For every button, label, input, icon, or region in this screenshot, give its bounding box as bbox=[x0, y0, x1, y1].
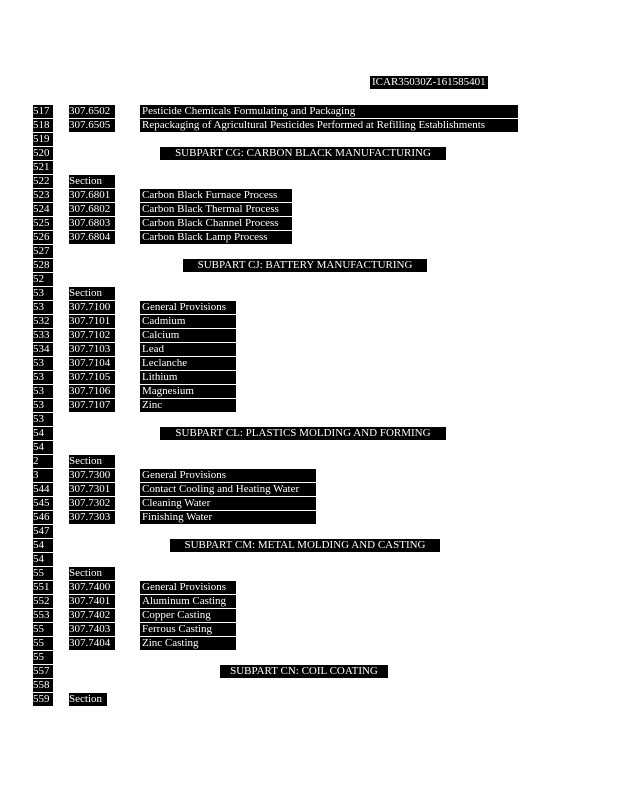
section-title: Leclanche bbox=[140, 357, 236, 370]
subpart-heading: SUBPART CL: PLASTICS MOLDING AND FORMING bbox=[160, 427, 446, 440]
section-title: Carbon Black Lamp Process bbox=[140, 231, 292, 244]
section-title: Pesticide Chemicals Formulating and Packaging bbox=[140, 105, 518, 118]
line-number: 522 bbox=[33, 175, 53, 188]
section-number: 307.7107 bbox=[69, 399, 115, 412]
line-number: 518 bbox=[33, 119, 53, 132]
section-column-header: Section bbox=[69, 455, 115, 468]
section-column-header: Section bbox=[69, 287, 115, 300]
section-number: 307.7302 bbox=[69, 497, 115, 510]
section-number: 307.6803 bbox=[69, 217, 115, 230]
section-title: Contact Cooling and Heating Water bbox=[140, 483, 316, 496]
section-number: 307.7106 bbox=[69, 385, 115, 398]
section-title: Carbon Black Channel Process bbox=[140, 217, 292, 230]
section-number: 307.7400 bbox=[69, 581, 115, 594]
line-number: 54 bbox=[33, 553, 53, 566]
section-number: 307.7401 bbox=[69, 595, 115, 608]
section-title: Finishing Water bbox=[140, 511, 316, 524]
line-number: 53 bbox=[33, 371, 53, 384]
line-number: 520 bbox=[33, 147, 53, 160]
line-number: 519 bbox=[33, 133, 53, 146]
section-title: Ferrous Casting bbox=[140, 623, 236, 636]
section-title: General Provisions bbox=[140, 301, 236, 314]
line-number: 532 bbox=[33, 315, 53, 328]
line-number: 525 bbox=[33, 217, 53, 230]
line-number: 54 bbox=[33, 539, 53, 552]
line-number: 54 bbox=[33, 427, 53, 440]
section-number: 307.6502 bbox=[69, 105, 115, 118]
section-number: 307.7301 bbox=[69, 483, 115, 496]
section-number: 307.7103 bbox=[69, 343, 115, 356]
line-number: 559 bbox=[33, 693, 53, 706]
subpart-heading: SUBPART CJ: BATTERY MANUFACTURING bbox=[183, 259, 427, 272]
line-number: 517 bbox=[33, 105, 53, 118]
line-number: 553 bbox=[33, 609, 53, 622]
line-number: 552 bbox=[33, 595, 53, 608]
section-title: Carbon Black Thermal Process bbox=[140, 203, 292, 216]
section-column-header: Section bbox=[69, 693, 107, 706]
section-title: Cleaning Water bbox=[140, 497, 316, 510]
line-number: 546 bbox=[33, 511, 53, 524]
line-number: 521 bbox=[33, 161, 53, 174]
line-number: 55 bbox=[33, 651, 53, 664]
section-title: Lead bbox=[140, 343, 236, 356]
section-title: Zinc bbox=[140, 399, 236, 412]
section-title: General Provisions bbox=[140, 469, 316, 482]
section-number: 307.7104 bbox=[69, 357, 115, 370]
line-number: 55 bbox=[33, 637, 53, 650]
section-title: Magnesium bbox=[140, 385, 236, 398]
document-id: ICAR35030Z-161585401 bbox=[372, 76, 486, 88]
line-number: 53 bbox=[33, 399, 53, 412]
section-number: 307.7105 bbox=[69, 371, 115, 384]
line-number: 53 bbox=[33, 287, 53, 300]
section-number: 307.7300 bbox=[69, 469, 115, 482]
line-number: 55 bbox=[33, 567, 53, 580]
line-number: 53 bbox=[33, 385, 53, 398]
section-number: 307.7303 bbox=[69, 511, 115, 524]
line-number: 551 bbox=[33, 581, 53, 594]
line-number: 2 bbox=[33, 455, 53, 468]
section-number: 307.6801 bbox=[69, 189, 115, 202]
line-number: 527 bbox=[33, 245, 53, 258]
section-title: Repackaging of Agricultural Pesticides Performed at Refilling Establishments bbox=[140, 119, 518, 132]
line-number: 558 bbox=[33, 679, 53, 692]
line-number: 53 bbox=[33, 357, 53, 370]
section-column-header: Section bbox=[69, 175, 115, 188]
line-number: 544 bbox=[33, 483, 53, 496]
line-number: 3 bbox=[33, 469, 53, 482]
line-number: 534 bbox=[33, 343, 53, 356]
section-title: Calcium bbox=[140, 329, 236, 342]
line-number: 53 bbox=[33, 301, 53, 314]
line-number: 523 bbox=[33, 189, 53, 202]
section-number: 307.7101 bbox=[69, 315, 115, 328]
line-number: 54 bbox=[33, 441, 53, 454]
section-number: 307.6802 bbox=[69, 203, 115, 216]
line-number: 547 bbox=[33, 525, 53, 538]
line-number: 528 bbox=[33, 259, 53, 272]
section-number: 307.7404 bbox=[69, 637, 115, 650]
section-column-header: Section bbox=[69, 567, 115, 580]
line-number: 524 bbox=[33, 203, 53, 216]
section-number: 307.7102 bbox=[69, 329, 115, 342]
subpart-heading: SUBPART CG: CARBON BLACK MANUFACTURING bbox=[160, 147, 446, 160]
section-number: 307.6804 bbox=[69, 231, 115, 244]
section-title: Lithium bbox=[140, 371, 236, 384]
line-number: 557 bbox=[33, 665, 53, 678]
section-number: 307.7403 bbox=[69, 623, 115, 636]
line-number: 533 bbox=[33, 329, 53, 342]
section-title: Cadmium bbox=[140, 315, 236, 328]
section-number: 307.6505 bbox=[69, 119, 115, 132]
section-title: Zinc Casting bbox=[140, 637, 236, 650]
line-number: 53 bbox=[33, 413, 53, 426]
subpart-heading: SUBPART CM: METAL MOLDING AND CASTING bbox=[170, 539, 440, 552]
section-title: Copper Casting bbox=[140, 609, 236, 622]
line-number: 545 bbox=[33, 497, 53, 510]
section-number: 307.7100 bbox=[69, 301, 115, 314]
section-title: Carbon Black Furnace Process bbox=[140, 189, 292, 202]
line-number: 55 bbox=[33, 623, 53, 636]
line-number: 52 bbox=[33, 273, 53, 286]
section-title: General Provisions bbox=[140, 581, 236, 594]
section-title: Aluminum Casting bbox=[140, 595, 236, 608]
line-number: 526 bbox=[33, 231, 53, 244]
section-number: 307.7402 bbox=[69, 609, 115, 622]
subpart-heading: SUBPART CN: COIL COATING bbox=[220, 665, 388, 678]
